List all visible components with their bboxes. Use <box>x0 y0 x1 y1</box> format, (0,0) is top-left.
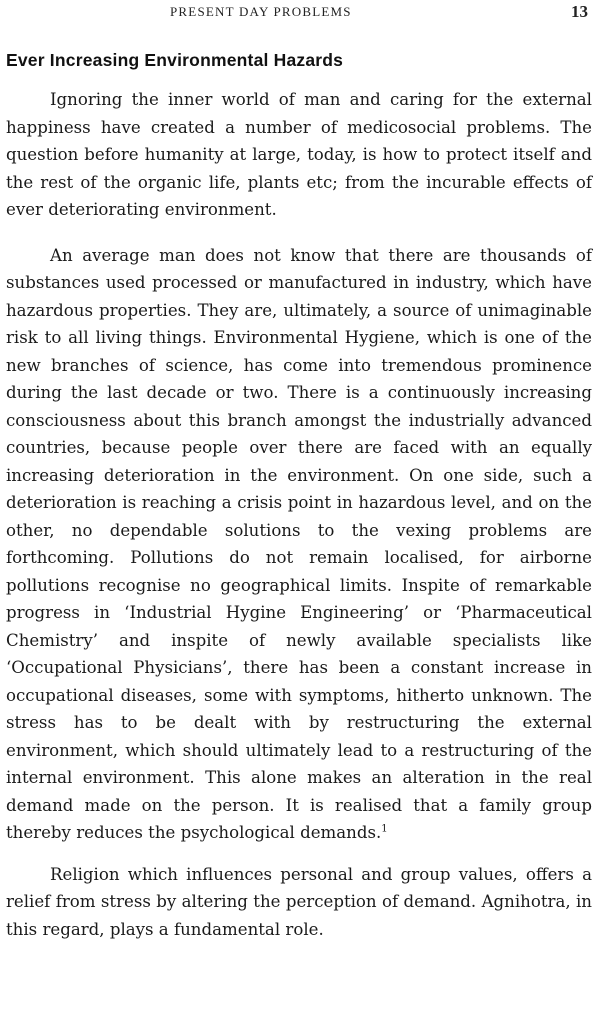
paragraph-1-text: Ignoring the inner world of man and caring for the external happiness have created a number of medicosocial problems. The question before humanity at large, today, is how to protect itself and the rest of the organic life, plants etc; from the incurable effects of ever deteriorating environment. <box>6 90 592 219</box>
footnote-reference: 1 <box>381 823 388 835</box>
paragraph-3-text: Religion which influences personal and group values, offers a relief from stress by altering the perception of demand. Agnihotra, in this regard, plays a fundamental role. <box>6 864 592 939</box>
paragraph-3 <box>6 861 592 944</box>
running-head: PRESENT DAY PROBLEMS <box>170 4 352 19</box>
paragraph-2-text: An average man does not know that there are thousands of substances used processed or manufactured in industry, which have hazardous properties. They are, ultimately, a source of unimaginable risk to all living things. Environmental Hygiene, which is one of the new branches of science, has come into tremendous prominence during the last decade or two. There is a continuously increasing consciousness about this branch amongst the industrially advanced countries, because people over there are faced with an equally increasing deterioration in the environment. On one side, such a deterioration is reaching a crisis point in hazardous level, and on the other, no dependable solutions to the vexing problems are forthcoming. Pollutions do not remain localised, for airborne pollutions recognise no geographical limits. Inspite of remarkable progress in ‘Industrial Hygine Engineering’ or ‘Pharmaceutical Chemistry’ and inspite of newly available specialists like ‘Occupational Physicians’, there has been a constant increase in occupational diseases, some with symptoms, hitherto unknown. The stress has to be dealt with by restructuring the external environment, which should ultimately lead to a restructuring of the internal environment. This alone makes an alteration in the real demand made on the person. It is realised that a family group thereby reduces the psychological demands. <box>6 245 592 842</box>
paragraph-2 <box>6 242 592 847</box>
body-text <box>6 86 592 943</box>
paragraph-1 <box>6 86 592 224</box>
section-heading: Ever Increasing Environmental Hazards <box>6 50 344 70</box>
page-number: 13 <box>571 2 588 21</box>
